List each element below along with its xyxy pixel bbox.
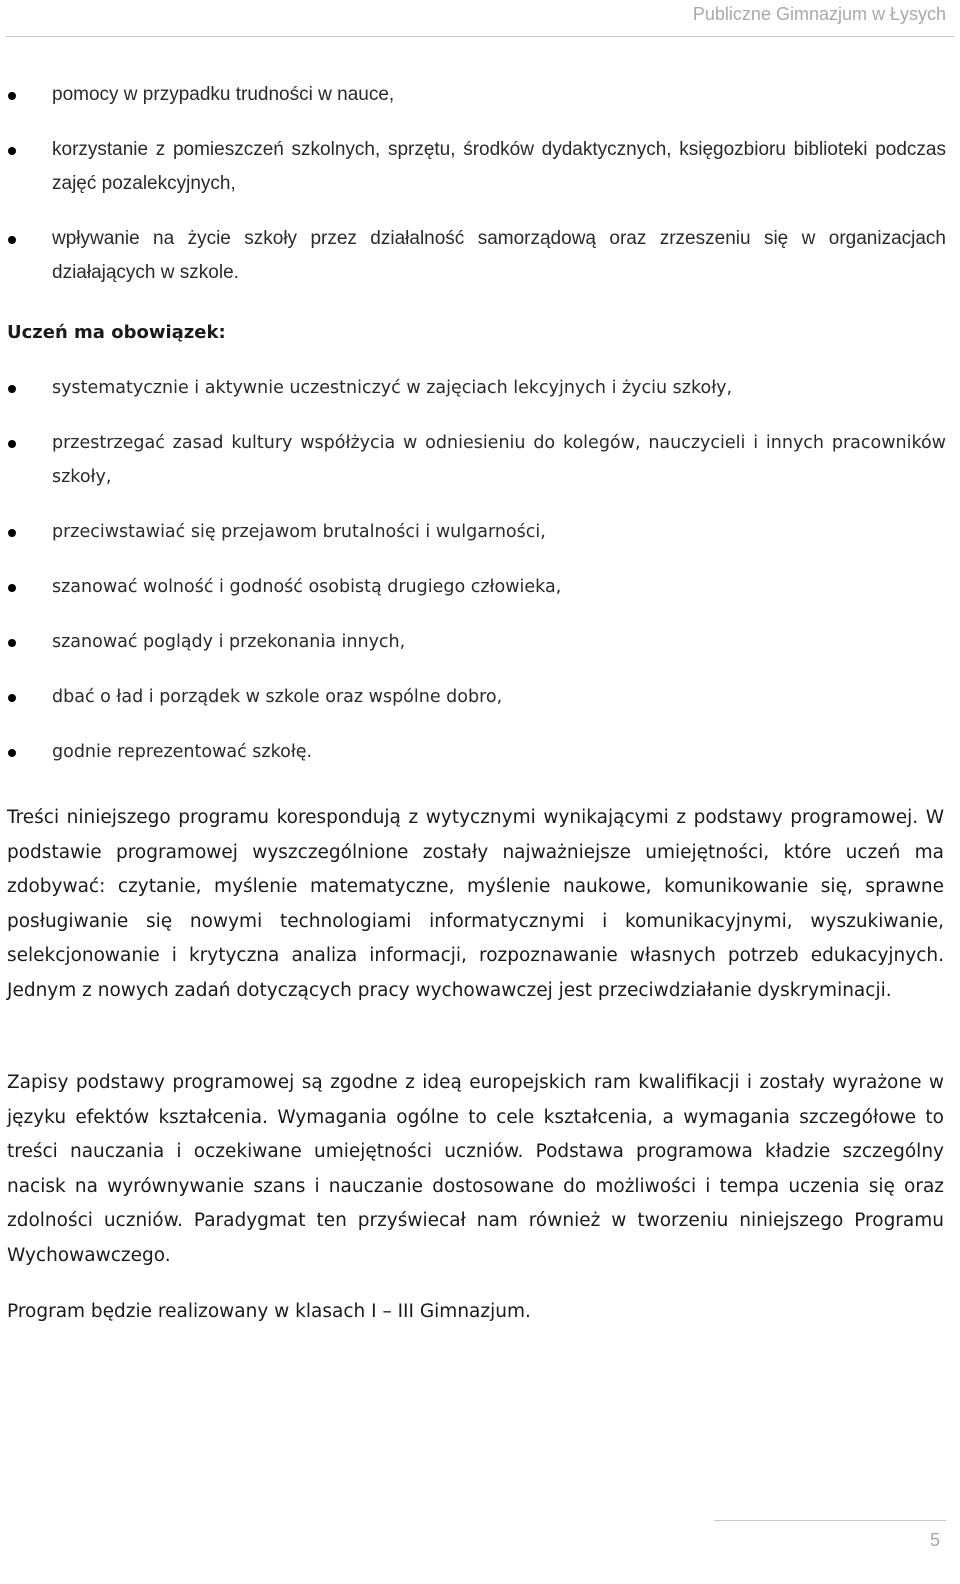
list-item [0,680,960,714]
bullet-icon [8,529,16,537]
running-header: Publiczne Gimnazjum w Łysych [692,4,946,24]
footer-divider [714,1520,946,1521]
list-item-text: przeciwstawiać się przejawom brutalności i wulgarności, [52,522,546,542]
body-paragraph: Zapisy podstawy programowej są zgodne z ideą europejskich ram kwalifikacji i zostały wyrażone w języku efektów kształcenia. Wymagania ogólne to cele kształcenia, a wymagania szczegółowe to treści nauczania i oczekiwane umiejętności uczniów. Podstawa programowa kładzie szczególny nacisk na wyrównywanie szans i nauczanie dostosowane do możliwości i tempa uczenia się oraz zdolności uczniów. Paradygmat ten przyświecał nam również w tworzeniu niniejszego Programu Wychowawczego. [7,1072,944,1266]
student-rights-list [0,78,960,311]
body-paragraph: Treści niniejszego programu korespondują z wytycznymi wynikającymi z podstawy programowej. W podstawie programowej wyszczególnione zostały najważniejsze umiejętności, które uczeń ma zdobywać: czytanie, myślenie matematyczne, myślenie naukowe, komunikowanie się, sprawne posługiwanie się nowymi technologiami informatycznymi i komunikacyjnymi, wyszukiwanie, selekcjonowanie i krytyczna analiza informacji, rozpoznawanie własnych potrzeb edukacyjnych. Jednym z nowych zadań dotyczących pracy wychowawczej jest przeciwdziałanie dyskryminacji. [7,807,944,1001]
list-item-text: przestrzegać zasad kultury współżycia w odniesieniu do kolegów, nauczycieli i innych pracowników szkoły, [52,433,946,487]
list-item-text: pomocy w przypadku trudności w nauce, [52,84,395,105]
list-item [0,735,960,769]
list-item-text: wpływanie na życie szkoły przez działalność samorządową oraz zrzeszeniu się w organizacjach działających w szkole. [52,228,946,283]
list-item [0,570,960,604]
student-duties-list [0,371,960,790]
list-item-text: szanować wolność i godność osobistą drugiego człowieka, [52,577,562,597]
bullet-icon [8,584,16,592]
list-item-text: korzystanie z pomieszczeń szkolnych, sprzętu, środków dydaktycznych, księgozbioru biblioteki podczas zajęć pozalekcyjnych, [52,139,946,194]
bullet-icon [8,385,16,393]
bullet-icon [8,92,16,100]
body-paragraph: Program będzie realizowany w klasach I – III Gimnazjum. [7,1301,531,1322]
list-item-text: szanować poglądy i przekonania innych, [52,632,406,652]
list-item [0,133,960,201]
bullet-icon [8,639,16,647]
list-item-text: godnie reprezentować szkołę. [52,742,313,762]
list-item [0,426,960,494]
list-item-text: dbać o ład i porządek w szkole oraz wspólne dobro, [52,687,503,707]
list-item [0,371,960,405]
list-item [0,625,960,659]
bullet-icon [8,236,16,244]
header-divider [6,36,954,37]
page-number: 5 [929,1530,940,1550]
list-item [0,78,960,112]
list-item [0,515,960,549]
bullet-icon [8,440,16,448]
bullet-icon [8,749,16,757]
list-item [0,222,960,290]
list-item-text: systematycznie i aktywnie uczestniczyć w zajęciach lekcyjnych i życiu szkoły, [52,378,733,398]
section-heading: Uczeń ma obowiązek: [7,322,226,343]
bullet-icon [8,147,16,155]
bullet-icon [8,694,16,702]
